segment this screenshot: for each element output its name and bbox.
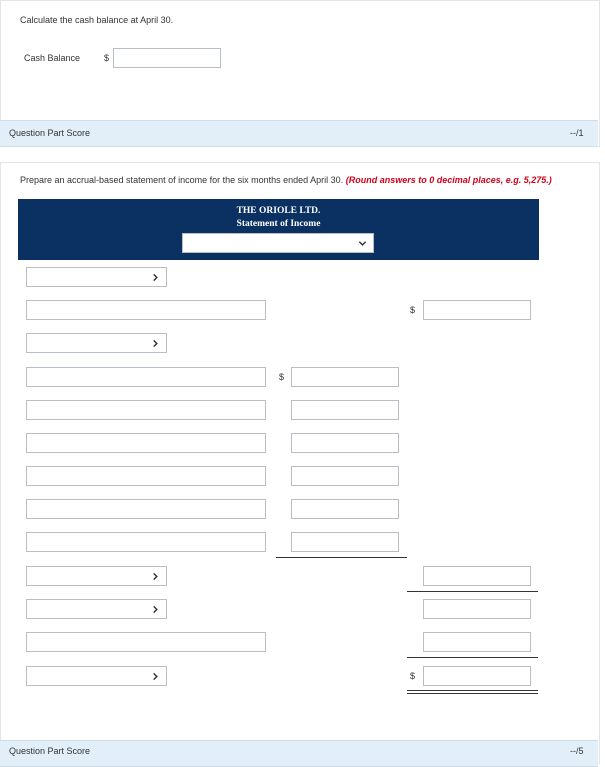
expense-currency: $ (279, 372, 285, 382)
chevron-down-icon (151, 605, 160, 614)
income-prompt (20, 175, 552, 185)
expense-amount-input-1[interactable] (291, 367, 399, 387)
net-income-double-underline-2 (407, 693, 538, 694)
expense-amount-input-2[interactable] (291, 400, 399, 420)
expense-account-input-1[interactable] (26, 367, 266, 387)
total-expenses-select[interactable] (26, 566, 167, 586)
tax-amount-input[interactable] (423, 632, 531, 652)
expense-account-input-5[interactable] (26, 499, 266, 519)
chevron-down-icon (151, 273, 160, 282)
net-income-currency: $ (410, 671, 416, 681)
revenue-amount-input[interactable] (423, 300, 531, 320)
income-before-tax-select[interactable] (26, 599, 167, 619)
tax-account-input[interactable] (26, 632, 266, 652)
tax-underline (407, 657, 538, 658)
chevron-down-icon (151, 339, 160, 348)
chevron-down-icon (358, 239, 367, 248)
chevron-down-icon (151, 572, 160, 581)
expense-account-input-3[interactable] (26, 433, 266, 453)
total-expenses-underline (407, 591, 538, 592)
net-income-select[interactable] (26, 666, 167, 686)
income-prompt-text: Prepare an accrual-based statement of income for the six months ended April 30. (20, 175, 344, 185)
rounding-note: (Round answers to 0 decimal places, e.g. 5,275.) (345, 175, 552, 185)
cash-balance-input[interactable] (113, 48, 221, 68)
expense-amount-input-5[interactable] (291, 499, 399, 519)
expense-amount-input-4[interactable] (291, 466, 399, 486)
cash-currency: $ (104, 53, 110, 63)
statement-title: Statement of Income (236, 219, 321, 229)
chevron-down-icon (151, 672, 160, 681)
question-part-score-value: --/1 (570, 128, 584, 138)
expenses-heading-select[interactable] (26, 333, 167, 353)
company-name: THE ORIOLE LTD. (236, 206, 321, 216)
cash-prompt: Calculate the cash balance at April 30. (20, 15, 174, 25)
question-part-score-value-2: --/5 (570, 746, 584, 756)
question-part-score-label: Question Part Score (9, 128, 91, 138)
expense-total-underline (276, 557, 407, 558)
total-expenses-input[interactable] (423, 566, 531, 586)
revenue-heading-select[interactable] (26, 267, 167, 287)
expense-amount-input-3[interactable] (291, 433, 399, 453)
revenue-currency: $ (410, 305, 416, 315)
net-income-input[interactable] (423, 666, 531, 686)
revenue-account-input[interactable] (26, 300, 266, 320)
income-before-tax-input[interactable] (423, 599, 531, 619)
expense-account-input-2[interactable] (26, 400, 266, 420)
net-income-double-underline-1 (407, 690, 538, 691)
cash-balance-label: Cash Balance (24, 53, 81, 63)
expense-account-input-4[interactable] (26, 466, 266, 486)
question-part-score-label-2: Question Part Score (9, 746, 91, 756)
period-select[interactable] (182, 233, 374, 253)
expense-account-input-6[interactable] (26, 532, 266, 552)
statement-header (18, 199, 539, 260)
expense-amount-input-6[interactable] (291, 532, 399, 552)
